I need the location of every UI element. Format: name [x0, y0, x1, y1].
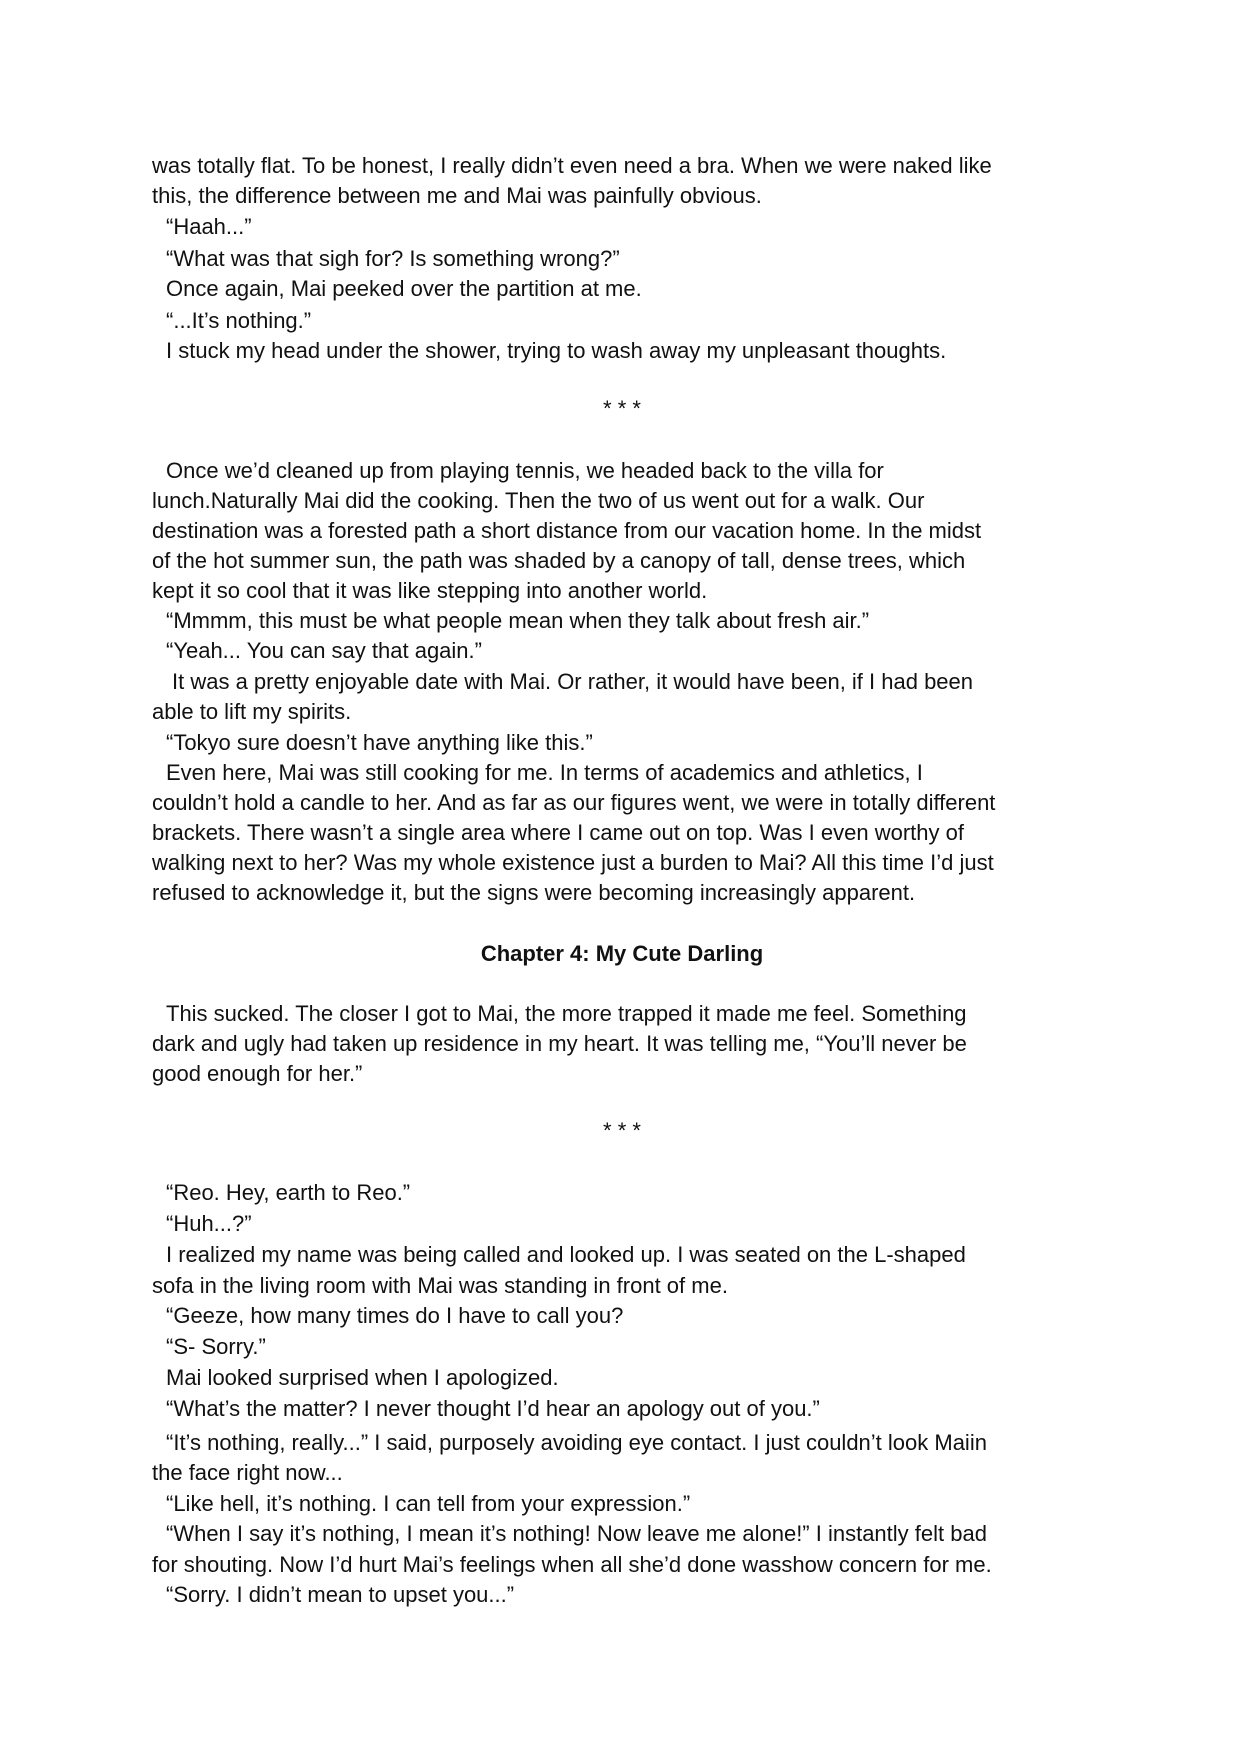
text-line: “Sorry. I didn’t mean to upset you...”: [166, 1582, 515, 1607]
text-line: I stuck my head under the shower, trying to wash away my unpleasant thoughts.: [166, 338, 947, 363]
text-line: Once again, Mai peeked over the partition at me.: [166, 276, 642, 301]
text-line: sofa in the living room with Mai was standing in front of me.: [152, 1273, 728, 1298]
text-line: “S- Sorry.”: [166, 1334, 266, 1359]
text-line: “Huh...?”: [166, 1211, 252, 1236]
section-break: * * *: [603, 396, 641, 421]
text-line: “Geeze, how many times do I have to call you?: [166, 1303, 624, 1328]
text-line: dark and ugly had taken up residence in my heart. It was telling me, “You’ll never be: [152, 1031, 967, 1056]
text-line: I realized my name was being called and looked up. I was seated on the L-shaped: [166, 1242, 966, 1267]
text-line: this, the difference between me and Mai was painfully obvious.: [152, 183, 762, 208]
text-line: “Reo. Hey, earth to Reo.”: [166, 1180, 411, 1205]
text-line: “It’s nothing, really...” I said, purposely avoiding eye contact. I just couldn’t look Maiin: [166, 1430, 987, 1455]
text-line: was totally flat. To be honest, I really didn’t even need a bra. When we were naked like: [152, 153, 992, 178]
text-line: couldn’t hold a candle to her. And as far as our figures went, we were in totally different: [152, 790, 996, 815]
text-line: “Yeah... You can say that again.”: [166, 638, 482, 663]
text-line: the face right now...: [152, 1460, 343, 1485]
text-line: Even here, Mai was still cooking for me. In terms of academics and athletics, I: [166, 760, 923, 785]
text-line: destination was a forested path a short distance from our vacation home. In the midst: [152, 518, 982, 543]
text-line: It was a pretty enjoyable date with Mai. Or rather, it would have been, if I had been: [172, 669, 974, 694]
text-line: “Tokyo sure doesn’t have anything like this.”: [166, 730, 593, 755]
text-line: “Like hell, it’s nothing. I can tell from your expression.”: [166, 1491, 691, 1516]
text-line: “What’s the matter? I never thought I’d hear an apology out of you.”: [166, 1396, 820, 1421]
text-line: “When I say it’s nothing, I mean it’s nothing! Now leave me alone!” I instantly felt bad: [166, 1521, 987, 1546]
text-line: refused to acknowledge it, but the signs were becoming increasingly apparent.: [152, 880, 916, 905]
text-line: walking next to her? Was my whole existence just a burden to Mai? All this time I’d just: [152, 850, 994, 875]
text-line: lunch.Naturally Mai did the cooking. Then the two of us went out for a walk. Our: [152, 488, 925, 513]
text-line: brackets. There wasn’t a single area where I came out on top. Was I even worthy of: [152, 820, 964, 845]
text-line: “...It’s nothing.”: [166, 308, 312, 333]
text-line: This sucked. The closer I got to Mai, the more trapped it made me feel. Something: [166, 1001, 967, 1026]
section-break: * * *: [603, 1118, 641, 1143]
text-line: “Mmmm, this must be what people mean when they talk about fresh air.”: [166, 608, 870, 633]
text-line: “What was that sigh for? Is something wrong?”: [166, 246, 620, 271]
text-line: Mai looked surprised when I apologized.: [166, 1365, 559, 1390]
text-line: kept it so cool that it was like stepping into another world.: [152, 578, 708, 603]
text-line: “Haah...”: [166, 214, 252, 239]
text-line: for shouting. Now I’d hurt Mai’s feelings when all she’d done wasshow concern for me.: [152, 1552, 992, 1577]
text-line: Once we’d cleaned up from playing tennis, we headed back to the villa for: [166, 458, 884, 483]
text-line: of the hot summer sun, the path was shaded by a canopy of tall, dense trees, which: [152, 548, 966, 573]
chapter-heading: Chapter 4: My Cute Darling: [480, 941, 764, 966]
text-line: able to lift my spirits.: [152, 699, 352, 724]
text-line: good enough for her.”: [152, 1061, 363, 1086]
